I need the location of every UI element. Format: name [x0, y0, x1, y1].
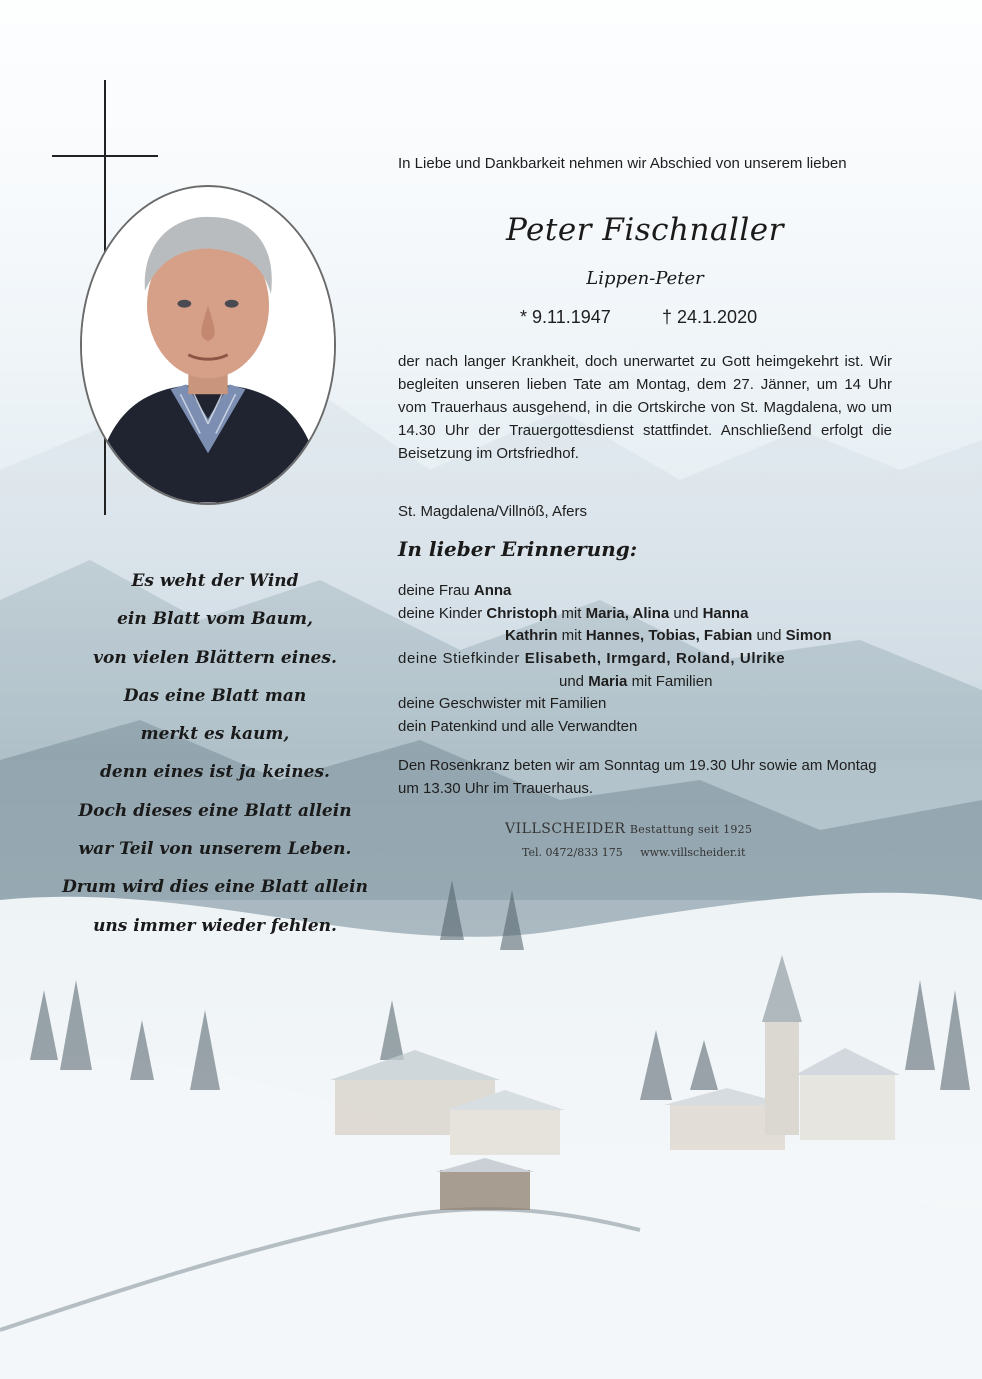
family-list — [398, 580, 892, 739]
funeral-home-phone: Tel. 0472/833 175 — [522, 846, 623, 859]
poem-line: denn eines ist ja keines. — [100, 762, 330, 783]
poem — [40, 562, 390, 945]
funeral-home-website: www.villscheider.it — [640, 846, 746, 859]
poem-line: Doch dieses eine Blatt allein — [78, 800, 352, 821]
family-row-stepchildren-2: und Maria mit Familien — [559, 672, 713, 690]
portrait-photo — [80, 185, 336, 505]
nickname: Lippen-Peter — [586, 268, 704, 289]
family-row-children-2: Kathrin mit Hannes, Tobias, Fabian und Simon — [505, 627, 832, 645]
funeral-home-title: VILLSCHEIDER — [505, 821, 626, 837]
cross-horizontal-bar — [52, 155, 158, 157]
family-row-children: deine Kinder Christoph mit Maria, Alina und Hanna — [398, 604, 749, 622]
rosary-text: Den Rosenkranz beten wir am Sonntag um 19.30 Uhr sowie am Montag um 13.30 Uhr im Trauerhaus. — [398, 757, 877, 797]
poem-line: merkt es kaum, — [140, 724, 290, 745]
person-portrait-icon — [82, 187, 334, 503]
funeral-home-contact — [522, 846, 745, 859]
poem-line: war Teil von unserem Leben. — [78, 839, 352, 860]
poem-line: ein Blatt vom Baum, — [117, 609, 313, 630]
death-date: † 24.1.2020 — [662, 307, 758, 327]
birth-date: * 9.11.1947 — [520, 307, 611, 327]
family-row-godchild: dein Patenkind und alle Verwandten — [398, 718, 638, 736]
place-text: St. Magdalena/Villnöß, Afers — [398, 503, 587, 520]
deceased-name: Peter Fischnaller — [506, 212, 784, 248]
memory-heading: In lieber Erinnerung: — [398, 537, 638, 561]
funeral-home-name — [505, 821, 752, 837]
poem-line: Das eine Blatt man — [123, 685, 307, 706]
family-row-wife: deine Frau Anna — [398, 582, 512, 599]
poem-line: Drum wird dies eine Blatt allein — [62, 877, 368, 898]
poem-line: Es weht der Wind — [131, 571, 299, 591]
poem-line: uns immer wieder fehlen. — [93, 915, 337, 936]
funeral-home-tagline: Bestattung seit 1925 — [629, 823, 753, 836]
family-row-stepchildren: deine Stiefkinder Elisabeth, Irmgard, Roland, Ulrike — [398, 650, 786, 668]
intro-text: In Liebe und Dankbarkeit nehmen wir Abschied von unserem lieben — [398, 155, 847, 172]
family-row-siblings: deine Geschwister mit Familien — [398, 695, 607, 713]
announcement-text: der nach langer Krankheit, doch unerwartet zu Gott heimgekehrt ist. Wir begleiten unseren lieben Tate am Montag, dem 27. Jänner, um 14 Uhr vom Trauerhaus ausgehend, in die Ortskirche von St. Magdalena, wo um 14.30 Uhr der Trauergottesdienst stattfindet. Anschließend erfolgt die Beisetzung im Ortsfriedhof. — [398, 353, 892, 462]
poem-line: von vielen Blättern eines. — [93, 647, 337, 668]
